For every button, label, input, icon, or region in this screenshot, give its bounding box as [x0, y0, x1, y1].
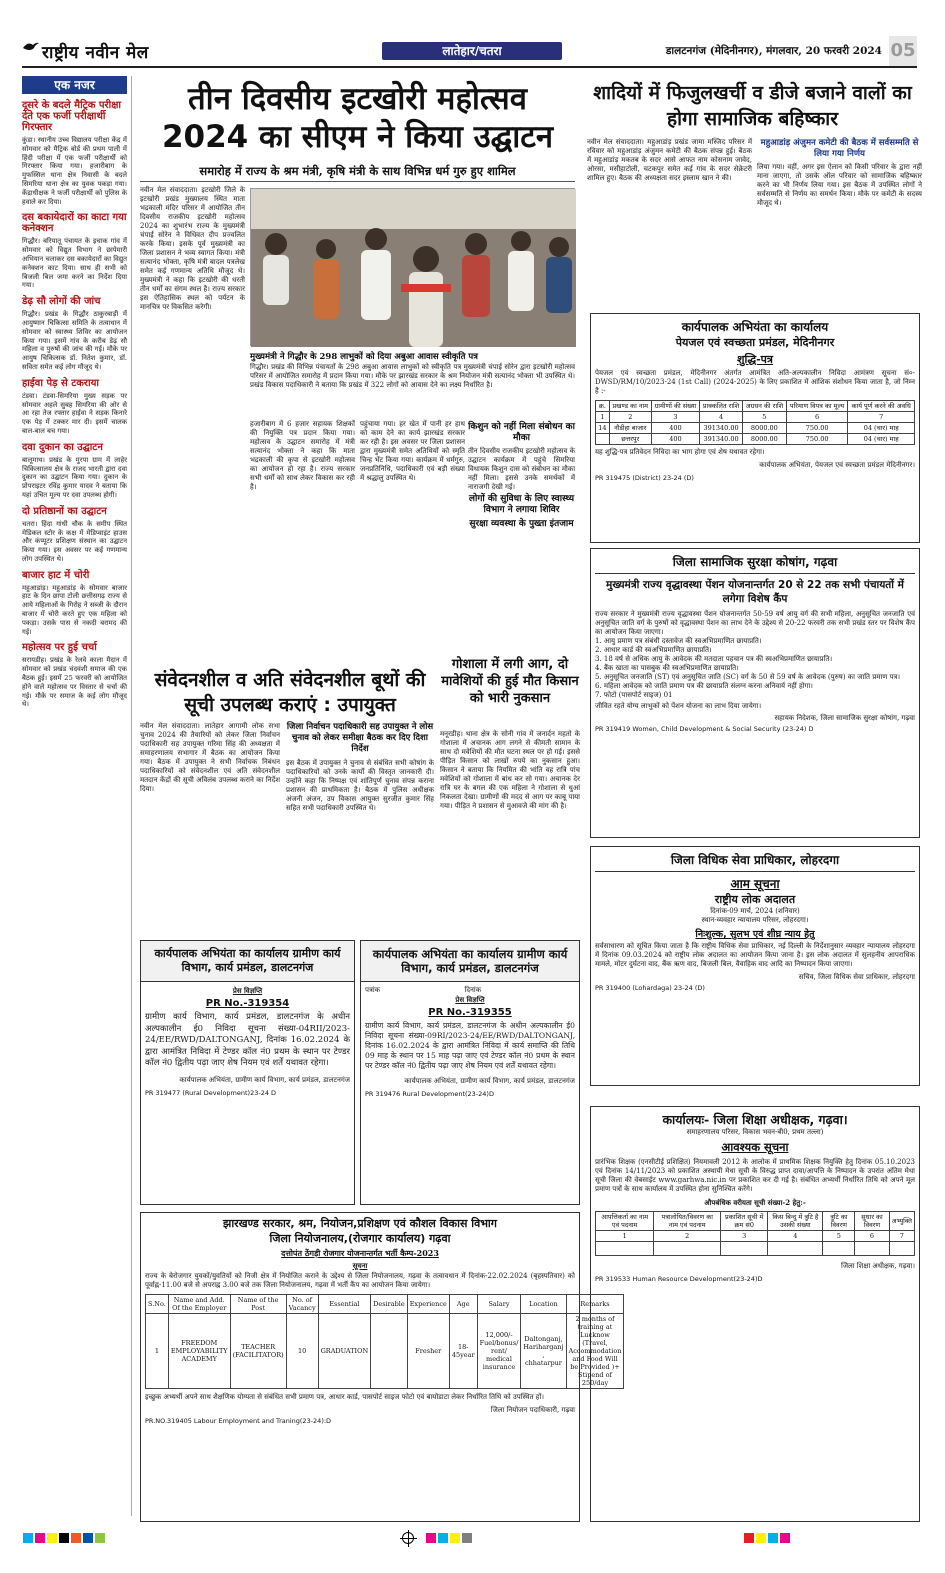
notice-office: कार्यालयः- जिला शिक्षा अधीक्षक, गढ़वा। [662, 1112, 848, 1127]
brief-item[interactable] [22, 570, 127, 637]
notice-office: कार्यपालक अभियंता का कार्यालय [681, 320, 829, 334]
brief-body: टंडवा। टंडवा-सिमरिया मुख्य सड़क पर सोमवार अहले सुबह सिमरिया की ओर से आ रहा तेज रफ्तार हाईवा ने सड़क किनारे एक पेड़ में टक्कर मार दी। इसमें चालक बाल-बाल बच गया। [22, 391, 127, 435]
news-briefs-column [22, 76, 132, 1516]
notice-point: 1. आयु प्रमाण पत्र संबंधी दस्तावेज की स्वअभिप्रमाणित छायाप्रति। [595, 637, 762, 645]
magenta-swatch [426, 1533, 436, 1543]
cyan-swatch [23, 1533, 33, 1543]
brief-body: गिद्धौर। बरियातू पंचायत के इचाक गांव में सोमवार को विद्युत विभाग ने छापेमारी अभियान चलाकर दस बकायेदारों का विद्युत कनेक्शन काट दिया। साथ ही सभी को बिजली बिल जमा करने का निर्देश दिया गया। [22, 237, 127, 290]
patrank-label: पत्रांक [365, 986, 381, 994]
notice-footer-note: इच्छुक अभ्यर्थी अपने साथ शैक्षणिक योग्यता से संबंधित सभी प्रमाण पत्र, आधार कार्ड, पासपोर्ट साइज फोटो एवं बायोडाटा लेकर निर्धारित तिथि को उपस्थित हों। [145, 1393, 544, 1401]
booth-headline[interactable]: संवेदनशील व अति संवेदनशील बूथों की सूची उपलब्ध कराएं : उपायुक्त [154, 669, 426, 716]
gray-swatch [462, 1533, 472, 1543]
table-row [596, 1231, 915, 1242]
lead-body-col3: पहुंचाया गया। हर खेत में पानी हर हाथ को काम देने का कार्य झारखंड सरकार कर रही है। इस अवसर पर जिला प्रशासन द्वारा मुख्यमंत्री समेत अतिथियों को स्मृति चिन्ह भेंट किया गया। कार्यक्रम में धर्मगुरु, जनप्रतिनिधि, पदाधिकारी एवं बड़ी संख्या में श्रद्धालु उपस्थित थे। [360, 420, 465, 482]
notice-address: समाहरणालय परिसर, विकास भवन-बी0, प्रथम तल्ला) [686, 1128, 824, 1136]
right-story-col2-body: लिया गया। वहीं, अगर इस ऐलान को किसी परिवार के द्वारा नहीं माना जाएगा, तो उसके ऑल परिवार को सामाजिक बहिष्कार करने का भी निर्णय लिया गया। इस बैठक में उपस्थित लोगों ने सर्वसम्मति से निर्णय का समर्थन किया। मौके पर कमेटी के सदस्य मौजूद थे। [757, 163, 922, 207]
notice-slogan: निःशुल्क, सुलभ एवं शीघ्र न्याय हेतु [695, 929, 815, 940]
photo-caption-body: गिद्धौर। प्रखंड की विभिन्न पंचायतों के 298 अबुआ आवास लाभुकों को स्वीकृति पत्र मुख्यमंत्री चंपाई सोरेन द्वारा इटखोरी महोत्सव परिसर में आयोजित समारोह में प्रदान किया गया। मौके पर झारखंड सरकार के श्रम नियोजन मंत्री सत्यानंद भोक्ता भी उपस्थित थे। प्रखंड विकास पदाधिकारी ने बताया कि प्रखंड में 322 लोगों को आवास देने का लक्ष्य निर्धारित है। [250, 363, 575, 389]
notice-table-title: औपबंधिक वरीयता सूची संख्या-2 हेतु:- [704, 1198, 806, 1207]
objection-table [595, 1211, 915, 1256]
table-cell: 750.00 [786, 423, 848, 434]
notice-note: यह शुद्धि-पत्र प्रतिवेदन निविदा का भाग होगा एवं शेष यथावत रहेगा। [595, 448, 765, 456]
table-cell: 6 [855, 1231, 889, 1242]
tender-pr-no: PR No.-319355 [428, 1007, 512, 1018]
table-header: Age [449, 1295, 477, 1314]
print-color-strip [22, 1527, 917, 1541]
tender-notice-1 [140, 940, 355, 1205]
notice-body: सर्वसाधारण को सूचित किया जाता है कि राष्ट्रीय विधिक सेवा प्राधिकार, नई दिल्ली के निर्देशानुसार व्यवहार न्यायालय लोहरदगा में दिनांक 09.03.2024 को राष्ट्रीय लोक अदालत का आयोजन किया जाना है। इस लोक अदालत में सुलहनीय आपराधिक मामले, मोटर दुर्घटना वाद, बैंक ऋण वाद, बिजली बिल, वैवाहिक वाद आदि का निष्पादन किया जाएगा। [595, 942, 915, 968]
table-header: अग्रधन की राशि [742, 401, 786, 412]
notice-point: 3. 18 वर्ष से अधिक आयु के आवेदक की मतदाता पहचान पत्र की स्वअभिप्रमाणित छायाप्रति। [595, 655, 833, 663]
notice-point: 6. महिला आवेदक को जाति प्रमाण पत्र की छायाप्रति संलग्न करना अनिवार्य नहीं होगा। [595, 682, 813, 690]
table-header: परिमाण विपत्र का मूल्य [786, 401, 848, 412]
table-header: क्र. [596, 401, 610, 412]
table-header: अभ्युक्ति [889, 1212, 914, 1231]
table-cell: 391340.00 [700, 434, 743, 445]
brief-heading: बाजार हाट में चोरी [22, 569, 90, 581]
notice-title-2: जिला नियोजनालय,(रोजगार कार्यालय) गढ़वा [269, 1232, 451, 1245]
table-header: No. of Vacancy [286, 1295, 318, 1314]
notice-title: शुद्धि-पत्र [736, 353, 773, 366]
notice-closing: जीवित रहते योग्य लाभुकों को पेंशन योजना का लाभ दिया जायेगा। [595, 702, 762, 710]
tender-notice-2 [360, 940, 580, 1205]
notice-subtitle: दत्तोपंत ठेंगड़ी रोजगार योजनान्तर्गत भर्ती कैम्प-2023 [281, 1248, 439, 1258]
notice-office: जिला विधिक सेवा प्राधिकार, लोहरदगा [595, 851, 915, 872]
tender-office: कार्यपालक अभियंता का कार्यालय ग्रामीण कार्य विभाग, कार्य प्रमंडल, डालटनगंज [361, 941, 579, 982]
pr-number: PR 319477 (Rural Development)23-24 D [145, 1088, 277, 1097]
table-header: कार्य पूर्ण करने की अवधि [848, 401, 915, 412]
notice-intro: राज्य के बेरोजगार युवकों/युवतियों को निजी क्षेत्र में नियोजित कराने के उद्देश्य से जिला नियोजनालय, गढ़वा के तत्वावधान में दिनांक-22.02.2024 (बृहस्पतिवार) को पूर्वाह्न-11.00 बजे से अपराह्न 3.00 बजे तक जिला नियोजनालय, गढ़वा में भर्ती कैंप का आयोजन किया जायेगा। [145, 1272, 575, 1289]
brief-heading: डेढ़ सौ लोगों की जांच [22, 296, 101, 308]
brief-body: गिद्धौर। प्रखंड के गिद्धौर ठाकुरबाड़ी में आयुष्मान चिकित्सा समिति के तत्वाधान में सोमवार को स्वास्थ्य शिविर का आयोजन किया गया। इसमें गांव के करीब डेढ़ सौ महिला व पुरुषों की जांच की गई। मौके पर आयुष चिकित्सक डॉ. नितेश कुमार, डॉ. सविता समेत कई लोग मौजूद थे। [22, 310, 127, 371]
photo-caption-block [250, 352, 575, 414]
green-swatch [95, 1533, 105, 1543]
table-cell: 1 [596, 1231, 654, 1242]
notice-date: दिनांक-09 मार्च, 2024 (शनिवार) [710, 907, 800, 915]
table-cell: 391340.00 [700, 423, 743, 434]
pr-number: PR 319533 Human Resource Development(23-24)D [595, 1275, 763, 1283]
table-cell: 3 [651, 412, 699, 423]
sidebar-heading-2: लोगों की सुविधा के लिए स्वास्थ्य विभाग ने लगाया शिविर [468, 494, 575, 515]
tender-label: प्रेस विज्ञप्ति [455, 995, 485, 1004]
table-header: सुधार का विवरण [855, 1212, 889, 1231]
crowd-photo-icon [251, 189, 576, 347]
table-header: प्रकाशित सूची में क्रम सं0 [721, 1212, 768, 1231]
notice-signature: सचिव, जिला विधिक सेवा प्राधिकार, लोहरदगा [798, 973, 915, 981]
table-cell: 5 [823, 1231, 855, 1242]
yellow-swatch [450, 1533, 460, 1543]
lead-body-col2: हजारीबाग में 6 हजार सहायक शिक्षकों की नियुक्ति पत्र प्रदान किया गया। महोत्सव के उद्घाटन समारोह में मंत्री सत्यानंद भोक्ता ने कहा कि माता भद्रकाली की कृपा से इटखोरी महोत्सव का आयोजन हो रहा है। राज्य सरकार सभी धर्मों को साथ लेकर विकास कर रही है। [250, 420, 355, 491]
notice-point: 7. फोटो (पासपोर्ट साइज) 01 [595, 691, 673, 699]
table-cell: 750.00 [786, 434, 848, 445]
notice-samajik-suraksha [590, 548, 920, 838]
page-number: 05 [889, 36, 917, 66]
fire-headline[interactable]: गोशाला में लगी आग, दो मावेशियों की हुई मौत किसान को भारी नुकसान [441, 657, 579, 706]
table-cell: 5 [742, 412, 786, 423]
brief-heading: दस बकायेदारों का काटा गया कनेक्शन [22, 212, 127, 235]
notice-point: 2. आधार कार्ड की स्वअभिप्रमाणित छायाप्रति। [595, 646, 712, 654]
brief-heading: दवा दुकान का उद्घाटन [22, 441, 103, 453]
cyan-swatch [768, 1533, 778, 1543]
table-header: Name and Add. Of the Employer [168, 1295, 230, 1314]
table-header: Experience [407, 1295, 449, 1314]
section-label: लातेहार/चतरा [382, 42, 562, 60]
brief-heading: दो प्रतिष्ठानों का उद्घाटन [22, 505, 107, 517]
table-cell: 6 [786, 412, 848, 423]
table-header: Desirable [371, 1295, 408, 1314]
table-row [596, 1242, 915, 1256]
notice-vidhik-seva [590, 846, 920, 1086]
vacancy-table [145, 1294, 624, 1389]
lead-subheadline: समारोह में राज्य के श्रम मंत्री, कृषि मंत्री के साथ विभिन्न धर्म गुरु हुए शामिल [140, 160, 575, 182]
fire-story-body: मनूरडीह। थाना क्षेत्र के सोनी गांव में जनार्दन महतो के गोशाला में अचानक आग लगने से कीमती सामान के साथ दो मवेशियों की मौत घटना स्थल पर हो गई। इससे पीड़ित किसान को लाखों रुपये का नुकसान हुआ। किसान ने बताया कि नियमित की भांति वह रात्रि पांच मवेशियों को गोशाला में बांध कर सो गया। अचानक देर रात्रि घर के बगल की एक महिला ने गोशाला से धुआं निकलता देखा। ग्रामीणों की मदद से आग पर काबू पाया गया। पीड़ित ने प्रशासन से मुआवजे की मांग की है। [440, 730, 580, 810]
tender-table [595, 400, 915, 445]
table-cell: 8000.00 [742, 434, 786, 445]
lead-headline[interactable]: तीन दिवसीय इटखोरी महोत्सव 2024 का सीएम ने किया उद्घाटन [161, 81, 554, 155]
booth-story-col2 [286, 722, 434, 932]
magenta-swatch [780, 1533, 790, 1543]
ek-nazar-badge: एक नजर [22, 76, 127, 94]
tender-ref-line [365, 986, 575, 995]
notice-title: आम सूचना [730, 877, 780, 891]
table-cell: 1 [596, 412, 610, 423]
table-header: पत्रालोयित/विवरण का नाम एवं पदनाम [654, 1212, 721, 1231]
brief-item[interactable] [22, 296, 127, 372]
photo-caption-heading: मुख्यमंत्री ने गिद्धौर के 298 लाभुकों को दिया अबुआ आवास स्वीकृति पत्र [250, 352, 478, 362]
table-cell: GRADUATION [318, 1314, 371, 1389]
table-header: प्राक्कलित राशि [700, 401, 743, 412]
table-header: Name of the Post [230, 1295, 286, 1314]
table-row [596, 434, 915, 445]
notice-title-1: झारखण्ड सरकार, श्रम, नियोजन,प्रशिक्षण एवं कौशल विकास विभाग [223, 1217, 497, 1230]
tender-signature: कार्यपालक अभियंता, ग्रामीण कार्य विभाग, कार्य प्रमंडल, डालटनगंज [404, 1077, 575, 1085]
table-cell: 04 (चार) माह [848, 434, 915, 445]
table-cell: 400 [651, 434, 699, 445]
table-cell: 7 [889, 1231, 914, 1242]
table-cell: Daltonganj, Hariharganj , chhatarpur [521, 1314, 566, 1389]
table-cell: 2 [609, 412, 651, 423]
red-swatch [744, 1533, 754, 1543]
lead-body-col1: नवीन मेल संवाददाता। इटखोरी जिले के इटखोरी प्रखंड मुख्यालय स्थित माता भद्रकाली मंदिर परिसर में आयोजित तीन दिवसीय राजकीय इटखोरी महोत्सव 2024 का शुभारंभ राज्य के मुख्यमंत्री चंपाई सोरेन ने विधिवत दीप प्रज्वलित करके किया। इसके पूर्व मुख्यमंत्री का जिला प्रशासन ने भव्य स्वागत किया। मंत्री सत्यानंद भोक्ता, कृषि मंत्री बादल पत्रलेख समेत कई गणमान्य अतिथि मौजूद थे। मुख्यमंत्री ने कहा कि इटखोरी की धरती तीन धर्मों का संगम स्थल है। राज्य सरकार इस ऐतिहासिक स्थल को पर्यटन के मानचित्र पर विकसित करेगी। [140, 186, 245, 311]
registration-mark-icon [402, 1532, 414, 1544]
notice-label: सूचना [352, 1261, 368, 1270]
right-subheadline: महुआडांड़ अंजुमन कमेटी की बैठक में सर्वसम्मति से लिया गया निर्णय [760, 138, 919, 159]
booth-story-col1: नवीन मेल संवाददाता। लातेहार आगामी लोक सभा चुनाव 2024 की तैयारियों को लेकर जिला निर्वाचन पदाधिकारी सह उपायुक्त गरिमा सिंह की अध्यक्षता में समाहरणालय सभागार में बैठक का आयोजन किया गया। बैठक में उपायुक्त ने सभी निर्वाचक निबंधन पदाधिकारियों को संवेदनशील एवं अति संवेदनशील मतदान केंद्रों की सूची अविलंब उपलब्ध कराने का निर्देश दिया। [140, 722, 280, 793]
notice-venue: स्थान-व्यवहार न्यायालय परिसर, लोहरदगा। [701, 916, 809, 924]
brief-item[interactable] [22, 212, 127, 290]
tender-label: प्रेस विज्ञप्ति [232, 986, 263, 995]
brief-body: बालूमाथ। प्रखंड के मुरपा ग्राम में लाहेर चिकित्सालय क्षेत्र के राजद भारती द्वारा दवा दुकान का उद्घाटन किया गया। दुकान के प्रोपराइटर रविंद्र कुमार यादव ने बताया कि यहां उचित मूल्य पर दवा उपलब्ध होगी। [22, 455, 127, 499]
table-header: ग्रामीणों की संख्या [651, 401, 699, 412]
table-cell: 4 [768, 1231, 823, 1242]
brief-item[interactable] [22, 100, 127, 206]
table-cell: 4 [700, 412, 743, 423]
table-header: S.No. [146, 1295, 169, 1314]
brief-item[interactable] [22, 378, 127, 436]
brief-item[interactable] [22, 642, 127, 709]
tender-pr-no: PR No.-319354 [205, 998, 290, 1009]
brief-heading: महोत्सव पर हुई चर्चा [22, 642, 97, 654]
tender-body: ग्रामीण कार्य विभाग, कार्य प्रमंडल, डालटनगंज के अधीन अल्पकालीन ई0 निविदा सूचना संख्या-04RII/2023-24/EE/RWD/DALTONGANJ, दिनांक 16.02.2024 के द्वारा आमंत्रित निविदा में टेण्डर कॉल नं0 प्रथम के स्थान पर टेण्डर कॉल नं0 द्वितीय पढ़ा जाए शेष नियम एवं शर्तें यथावत रहेगा। [145, 1012, 350, 1068]
table-cell: TEACHER (FACILITATOR) [230, 1314, 286, 1389]
magenta-swatch [35, 1533, 45, 1543]
dateline: डालटनगंज (मेदिनीनगर), मंगलवार, 20 फरवरी 2024 [665, 45, 882, 57]
table-cell: 14 [596, 423, 610, 434]
orange-swatch [71, 1533, 81, 1543]
pr-number: PR 319476 Rural Development(23-24)D [365, 1090, 494, 1098]
table-header: त्रुटि का विवरण [823, 1212, 855, 1231]
notice-body: पेयजल एवं स्वच्छता प्रमंडल, मेदिनीनगर अंतर्गत आमंत्रित अति-अल्पकालीन निविदा आमंत्रण सूचना सं०-DWSD/RM/10/2023-24 (1st Call) (2024-2025) के लिए प्रकाशित में आंशिक संशोधन किया जाता है, जो निम्न है :- [595, 369, 915, 395]
right-story-col2 [757, 138, 922, 303]
notice-dept: पेयजल एवं स्वच्छता प्रमंडल, मेदिनीनगर [675, 336, 835, 349]
right-headline[interactable]: शादियों में फिजुलखर्ची व डीजे बजाने वालों का होगा सामाजिक बहिष्कार [593, 82, 912, 130]
blue-swatch [83, 1533, 93, 1543]
notice-office: जिला सामाजिक सुरक्षा कोषांग, गढ़वा [595, 553, 915, 574]
table-cell: 7 [848, 412, 915, 423]
sidebar-heading-3: सुरक्षा व्यवस्था के पुख्ता इंतजाम [469, 519, 574, 529]
notice-signature: जिला नियोजन पदाधिकारी, गढ़वा [490, 1406, 575, 1414]
table-header: Salary [477, 1295, 521, 1314]
sidebar-body: तीन दिवसीय राजकीय इटखोरी महोत्सव के उद्घाटन कार्यक्रम में पहुंचे सिमरिया विधायक किशुन दास को संबोधन का मौका नहीं मिला। इससे उनके समर्थकों में नाराजगी देखी गई। [468, 447, 576, 491]
notice-headline: मुख्यमंत्री राज्य वृद्धावस्था पेंशन योजनान्तर्गत 20 से 22 तक सभी पंचायतों में लगेगा विशेष कैंप [606, 579, 904, 605]
pr-number: PR 319400 (Lohardaga) 23-24 (D) [595, 984, 705, 992]
brief-body: सरायडीह। प्रखंड के रेलवे काला मैदान में सोमवार को प्रखंड चंदवंशी समाज की एक बैठक हुई। इसमें 25 फरवरी को आयोजित होने वाले महोत्सव पर विस्तार से चर्चा की गई। मौके पर समाज के कई लोग मौजूद थे। [22, 656, 127, 709]
table-cell: FREEDOM EMPLOYABILITY ACADEMY [168, 1314, 230, 1389]
table-cell: 10 [286, 1314, 318, 1389]
table-header: किस बिन्दु में त्रुटि है उसकी संख्या [768, 1212, 823, 1231]
tender-signature: कार्यपालक अभियंता, ग्रामीण कार्य विभाग, कार्य प्रमंडल, डालटनगंज [179, 1075, 350, 1084]
table-cell: 04 (चार) माह [848, 423, 915, 434]
tender-office: कार्यपालक अभियंता का कार्यालय ग्रामीण कार्य विभाग, कार्य प्रमंडल, डालटनगंज [141, 941, 354, 982]
table-cell: 2 months of training at Lucknow (Travel, Accommodation and Food Will be Provided )+ Stipend of 250/day [566, 1314, 624, 1389]
notice-subtitle: राष्ट्रीय लोक अदालत [714, 893, 796, 906]
table-cell: 1 [146, 1314, 169, 1389]
table-header: आपत्तिकर्ता का नाम एवं पदनाम [596, 1212, 654, 1231]
masthead [22, 34, 917, 68]
table-cell: 3 [721, 1231, 768, 1242]
cyan-swatch [438, 1533, 448, 1543]
brief-heading: हाईवा पेड़ से टकराया [22, 377, 99, 389]
table-cell: Fresher [407, 1314, 449, 1389]
table-cell: 8000.00 [742, 423, 786, 434]
notice-shiksha [590, 1106, 920, 1522]
yellow-swatch [47, 1533, 57, 1543]
brief-item[interactable] [22, 506, 127, 564]
lead-sidebar-box [468, 420, 575, 660]
table-header: Essential [318, 1295, 371, 1314]
dinank-label: दिनांक [464, 986, 482, 994]
table-cell: 400 [651, 423, 699, 434]
pr-number: PR 319475 (District) 23-24 (D) [595, 474, 694, 482]
table-cell [371, 1314, 408, 1389]
notice-body: राज्य सरकार ने मुख्यमंत्री राज्य वृद्धावस्था पेंशन योजनान्तर्गत 50-59 वर्ष आयु वर्ग की सभी महिला, अनुसूचित जनजाति एवं अनुसूचित जाति वर्ग के पुरुषों को वृद्धावस्था पेंशन का लाभ देने के उद्देश्य से 20-22 फरवरी तक सभी प्रखंड स्तर पर विशेष कैंप का आयोजन किया जाएगा। [595, 610, 915, 636]
notice-body: प्रारंभिक शिक्षक (एनसीटीई प्रशिक्षित) नियमावली 2012 के आलोक में प्राथमिक शिक्षक नियुक्ति हेतु दिनांक 05.10.2023 एवं दिनांक 14/11/2023 को प्रकाशित अस्थायी मेधा सूची के विरुद्ध प्राप्त दावा/आपत्ति के निष्पादन के उपरांत अंतिम मेधा सूची जिला की वेबसाईट www.garhwa.nic.in पर प्रकाशित कर दी गई है। संबंधित अभ्यर्थी निर्धारित तिथि को अपने मूल प्रमाण पत्रों के साथ कार्यालय में उपस्थित होना सुनिश्चित करेंगे। [595, 1158, 915, 1193]
notice-signature: सहायक निदेशक, जिला सामाजिक सुरक्षा कोषांग, गढ़वा [774, 714, 915, 722]
table-cell: 12,000/- Fuel/bonus/ rent/ medical insurance [477, 1314, 521, 1389]
brief-body: महुआडांड़। महुआडांड़ के सोमवार बाजार हाट के दिन छापा टोली छत्तीसगढ़ राज्य से आये महिलाओं के गिरोह ने सब्जी के दौरान बाजार में चोरी करते हुए एक महिला को पकड़ा। उसके पास से नकदी बरामद की गई। [22, 583, 127, 636]
brand-name[interactable]: राष्ट्रीय नवीन मेल [42, 43, 149, 63]
notice-shuddhi-patra [590, 313, 920, 543]
notice-point: 4. बैंक खाता का पासबुक की स्वअभिप्रमाणित छायाप्रति। [595, 664, 739, 672]
booth-sub-headline: जिला निर्वाचन पदाधिकारी सह उपायुक्त ने लोस चुनाव को लेकर समीक्षा बैठक कर दिए दिशा निर्देश [286, 722, 434, 754]
brief-body: चतरा। हिंदा गांधी चौक के समीप स्थित मेडिकल स्टोर के कक्ष में मेडिप्वाइंट हाउस और कंप्यूटर प्रशिक्षण संस्थान का उद्घाटन किया गया। इस अवसर पर कई गणमान्य लोग उपस्थित थे। [22, 519, 127, 563]
brief-item[interactable] [22, 442, 127, 500]
right-story-col1: नवीन मेल संवाददाता। महुआडांड़ प्रखंड जामा मस्जिद परिसर में रविवार को महुआडांड़ अंजुमन कमेटी की बैठक संपन्न हुई। बैठक में महुआडांड़ मकतब के सदर आसे आफत नाम कोसनाम जावेद, ओरसा, मसीहाटोली, चटकपुर समेत कई गांव के सदर सेक्रेटरी शामिल हुए। बैठक की अध्यक्षता सदर इस्लाम खान ने की। [587, 138, 752, 182]
table-cell: 18-45year [449, 1314, 477, 1389]
table-row [146, 1314, 624, 1389]
booth-story-body: इस बैठक में उपायुक्त ने चुनाव से संबंधित सभी कोषांग के पदाधिकारियों को उनके कार्यों की विस्तृत जानकारी दी। उन्होंने कहा कि निष्पक्ष एवं शांतिपूर्ण चुनाव संपन्न कराना प्रशासन की प्राथमिकता है। बैठक में पुलिस अधीक्षक अंजनी अंजन, उप विकास आयुक्त सुरजीत कुमार सिंह सहित सभी पदाधिकारी उपस्थित थे। [286, 759, 434, 812]
lead-photo[interactable] [250, 188, 575, 346]
sidebar-heading: किशुन को नहीं मिला संबोधन का मौका [468, 422, 575, 443]
notice-signature: जिला शिक्षा अधीक्षक, गढ़वा। [841, 1262, 915, 1270]
brief-heading: दूसरे के बदले मैट्रिक परीक्षा देते एक फर्जी परीक्षार्थी गिरफ्तार [22, 100, 121, 133]
table-header: Remarks [566, 1295, 624, 1314]
pr-number: PR 319419 Women, Child Development & Social Security (23-24) D [595, 725, 814, 733]
table-cell: छत्तरपुर [609, 434, 651, 445]
black-swatch [59, 1533, 69, 1543]
table-cell: नौडीहा बाजार [609, 423, 651, 434]
notice-signature: कार्यपालक अभियंता, पेयजल एवं स्वच्छता प्रमंडल मेदिनीनगर। [759, 461, 915, 469]
table-row [596, 423, 915, 434]
notice-point: 5. अनुसूचित जनजाति (ST) एवं अनुसूचित जाति (SC) वर्ग के 50 से 59 वर्ष के आवेदक (पुरुष) का जाति प्रमाण पत्र। [595, 673, 901, 681]
table-header: प्रखण्ड का नाम [609, 401, 651, 412]
employment-notice [140, 1212, 622, 1522]
yellow-swatch [756, 1533, 766, 1543]
table-cell: 2 [654, 1231, 721, 1242]
brief-body: कुंडा। स्थानीय उच्च विद्यालय परीक्षा केंद्र में सोमवार को मैट्रिक बोर्ड की प्रथम पाली में हिंदी परीक्षा में एक फर्जी परीक्षार्थी को गिरफ्तार किया गया। हजारीबाग के मुफस्सिल थाना क्षेत्र निवासी के बदले सिमरिया थाना क्षेत्र का युवक पकड़ा गया। केंद्राधीक्षक ने फर्जी परीक्षार्थी को पुलिस के हवाले कर दिया। [22, 136, 127, 206]
tender-body: ग्रामीण कार्य विभाग, कार्य प्रमंडल, डालटनगंज के अधीन अल्पकालीन ई0 निविदा सूचना संख्या-09RI/2023-24/EE/RWD/DALTONGANJ, दिनांक 16.02.2024 के द्वारा आमंत्रित निविदा में कार्य समाप्ति की तिथि 09 माह के स्थान पर 15 माह पढ़ा जाए एवं टेण्डर कॉल नं0 प्रथम के स्थान पर टेण्डर कॉल नं0 द्वितीय पढ़ा जाए शेष नियम एवं शर्तें यथावत रहेगा। [365, 1021, 575, 1070]
notice-title: आवश्यक सूचना [721, 1140, 789, 1154]
table-header: Location [521, 1295, 566, 1314]
table-cell [596, 434, 610, 445]
pr-number: PR.NO.319405 Labour Employment and Traning(23-24):D [145, 1417, 332, 1425]
bird-logo-icon [22, 38, 40, 56]
